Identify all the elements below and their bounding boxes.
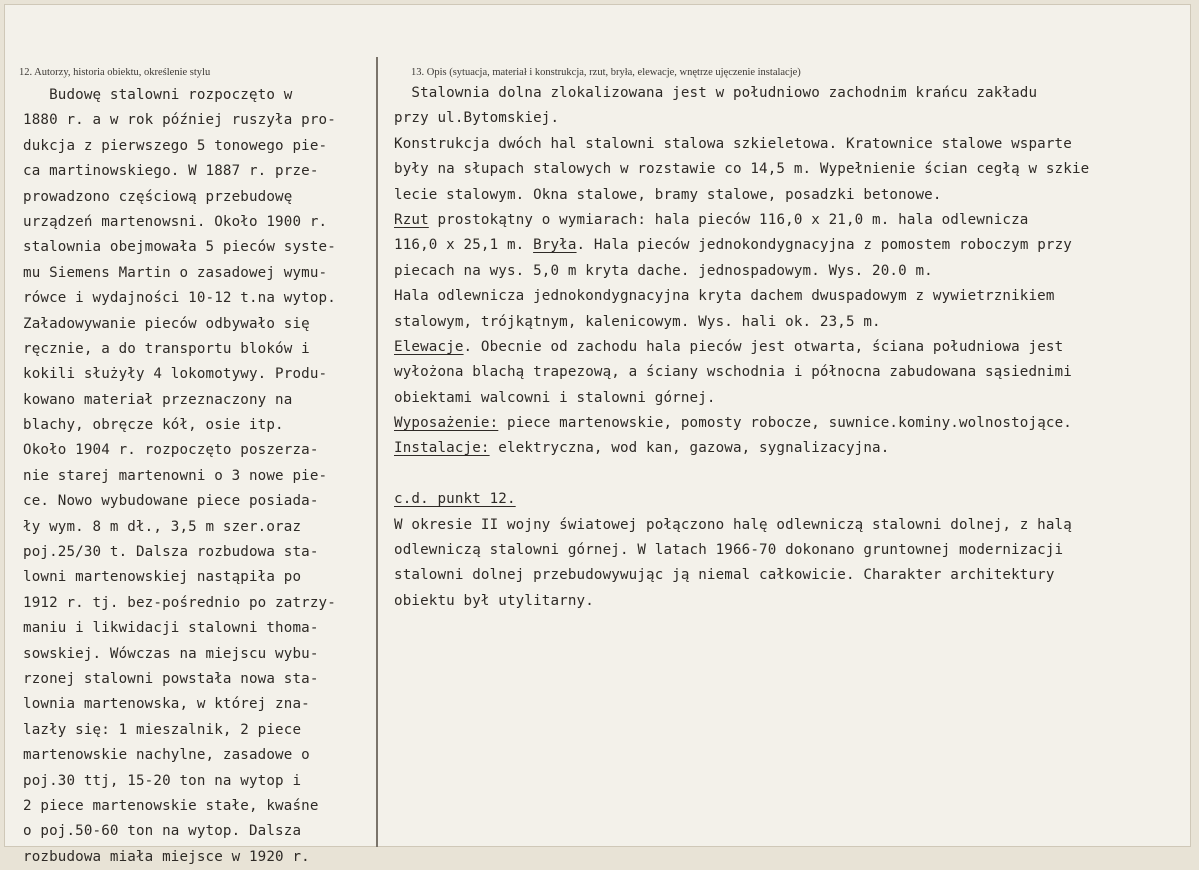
text-line: sowskiej. Wówczas na miejscu wybu- — [23, 645, 319, 662]
text-line: wyłożona blachą trapezową, a ściany wschodnia i północna zabudowana sąsiednimi — [394, 364, 1072, 381]
line-text: prostokątny o wymiarach: hala pieców 116,0 x 21,0 m. hala odlewnicza — [428, 211, 1029, 228]
line-text: piece martenowskie, pomosty robocze, suwnice.kominy.wolnostojące. — [498, 415, 1072, 432]
left-section-header: 12. Autorzy, historia obiektu, określenie stylu — [19, 67, 211, 78]
text-line: kowano materiał przeznaczony na — [23, 391, 293, 408]
document-sheet — [4, 4, 1191, 865]
text-line — [394, 233, 1194, 258]
continuation-label: c.d. punkt 12. — [394, 491, 516, 508]
text-line: obiektami walcowni i stalowni górnej. — [394, 389, 716, 406]
history-column — [23, 83, 385, 870]
text-line: lownia martenowska, w której zna- — [23, 696, 310, 713]
line-text: . Obecnie od zachodu hala pieców jest otwarta, ściana południowa jest — [463, 338, 1064, 355]
line-text: 116,0 x 25,1 m. — [394, 237, 534, 254]
text-line: 1880 r. a w rok później ruszyła pro- — [23, 112, 336, 129]
bryla-label: Bryła — [533, 237, 577, 254]
instalacje-label: Instalacje: — [394, 440, 490, 457]
text-line: Konstrukcja dwóch hal stalowni stalowa szkieletowa. Kratownice stalowe wsparte — [394, 135, 1072, 152]
text-line: dukcja z pierwszego 5 tonowego pie- — [23, 137, 328, 154]
text-line: Załadowywanie pieców odbywało się — [23, 315, 310, 332]
text-line: obiektu był utylitarny. — [394, 592, 594, 609]
text-line: Stalownia dolna zlokalizowana jest w południowo zachodnim krańcu zakładu — [394, 85, 1038, 101]
text-line — [394, 208, 1194, 233]
text-line: Budowę stalowni rozpoczęto w — [23, 87, 293, 103]
text-line: ły wym. 8 m dł., 3,5 m szer.oraz — [23, 518, 302, 535]
text-line: piecach na wys. 5,0 m kryta dache. jednospadowym. Wys. 20.0 m. — [394, 262, 933, 279]
text-line — [394, 436, 1194, 461]
description-column — [394, 81, 1194, 614]
text-line: 2 piece martenowskie stałe, kwaśne — [23, 797, 319, 814]
text-line: blachy, obręcze kół, osie itp. — [23, 417, 284, 434]
text-line: przy ul.Bytomskiej. — [394, 110, 560, 127]
text-line: urządzeń martenowsni. Około 1900 r. — [23, 213, 328, 230]
text-line: lecie stalowym. Okna stalowe, bramy stalowe, posadzki betonowe. — [394, 186, 942, 203]
text-line: poj.30 ttj, 15-20 ton na wytop i — [23, 772, 302, 789]
text-line — [394, 487, 1194, 512]
elewacje-label: Elewacje — [394, 338, 464, 355]
text-line: odlewniczą stalowni górnej. W latach 1966-70 dokonano gruntownej modernizacji — [394, 542, 1064, 559]
text-line: rozbudowa miała miejsce w 1920 r. — [23, 848, 310, 865]
text-line: lazły się: 1 mieszalnik, 2 piece — [23, 721, 302, 738]
text-line: stalowym, trójkątnym, kalenicowym. Wys. hali ok. 23,5 m. — [394, 313, 881, 330]
text-line: prowadzono częściową przebudowę — [23, 188, 293, 205]
line-text: . Hala pieców jednokondygnacyjna z pomostem roboczym przy — [576, 237, 1072, 254]
text-line: były na słupach stalowych w rozstawie co 14,5 m. Wypełnienie ścian cegłą w szkie — [394, 161, 1090, 178]
text-line: 1912 r. tj. bez-pośrednio po zatrzy- — [23, 594, 336, 611]
right-section-header: 13. Opis (sytuacja, materiał i konstrukcja, rzut, bryła, elewacje, wnętrze ujęczenie instalacje) — [411, 67, 801, 78]
text-line — [394, 335, 1194, 360]
text-line: rzonej stalowni powstała nowa sta- — [23, 670, 319, 687]
text-line: ręcznie, a do transportu bloków i — [23, 340, 310, 357]
text-line: rówce i wydajności 10-12 t.na wytop. — [23, 290, 336, 307]
text-line: kokili służyły 4 lokomotywy. Produ- — [23, 366, 328, 383]
text-line: stalowni dolnej przebudowywując ją niemal całkowicie. Charakter architektury — [394, 567, 1055, 584]
text-line: ca martinowskiego. W 1887 r. prze- — [23, 163, 319, 180]
text-line: maniu i likwidacji stalowni thoma- — [23, 620, 319, 637]
text-line: ce. Nowo wybudowane piece posiada- — [23, 493, 319, 510]
text-line: martenowskie nachylne, zasadowe o — [23, 747, 310, 764]
text-line: nie starej martenowni o 3 nowe pie- — [23, 467, 328, 484]
text-line: o poj.50-60 ton na wytop. Dalsza — [23, 823, 302, 840]
wyposazenie-label: Wyposażenie: — [394, 415, 499, 432]
text-line: lowni martenowskiej nastąpiła po — [23, 569, 302, 586]
text-line — [394, 411, 1194, 436]
text-line: Około 1904 r. rozpoczęto poszerza- — [23, 442, 319, 459]
text-line: W okresie II wojny światowej połączono halę odlewniczą stalowni dolnej, z halą — [394, 516, 1072, 533]
text-line: mu Siemens Martin o zasadowej wymu- — [23, 264, 328, 281]
rzut-label: Rzut — [394, 211, 429, 228]
text-line: stalownia obejmowała 5 pieców syste- — [23, 239, 336, 256]
blank-line — [394, 462, 1194, 487]
text-line: Hala odlewnicza jednokondygnacyjna kryta dachem dwuspadowym z wywietrznikiem — [394, 288, 1055, 305]
text-line: poj.25/30 t. Dalsza rozbudowa sta- — [23, 544, 319, 561]
line-text: elektryczna, wod kan, gazowa, sygnalizacyjna. — [489, 440, 890, 457]
